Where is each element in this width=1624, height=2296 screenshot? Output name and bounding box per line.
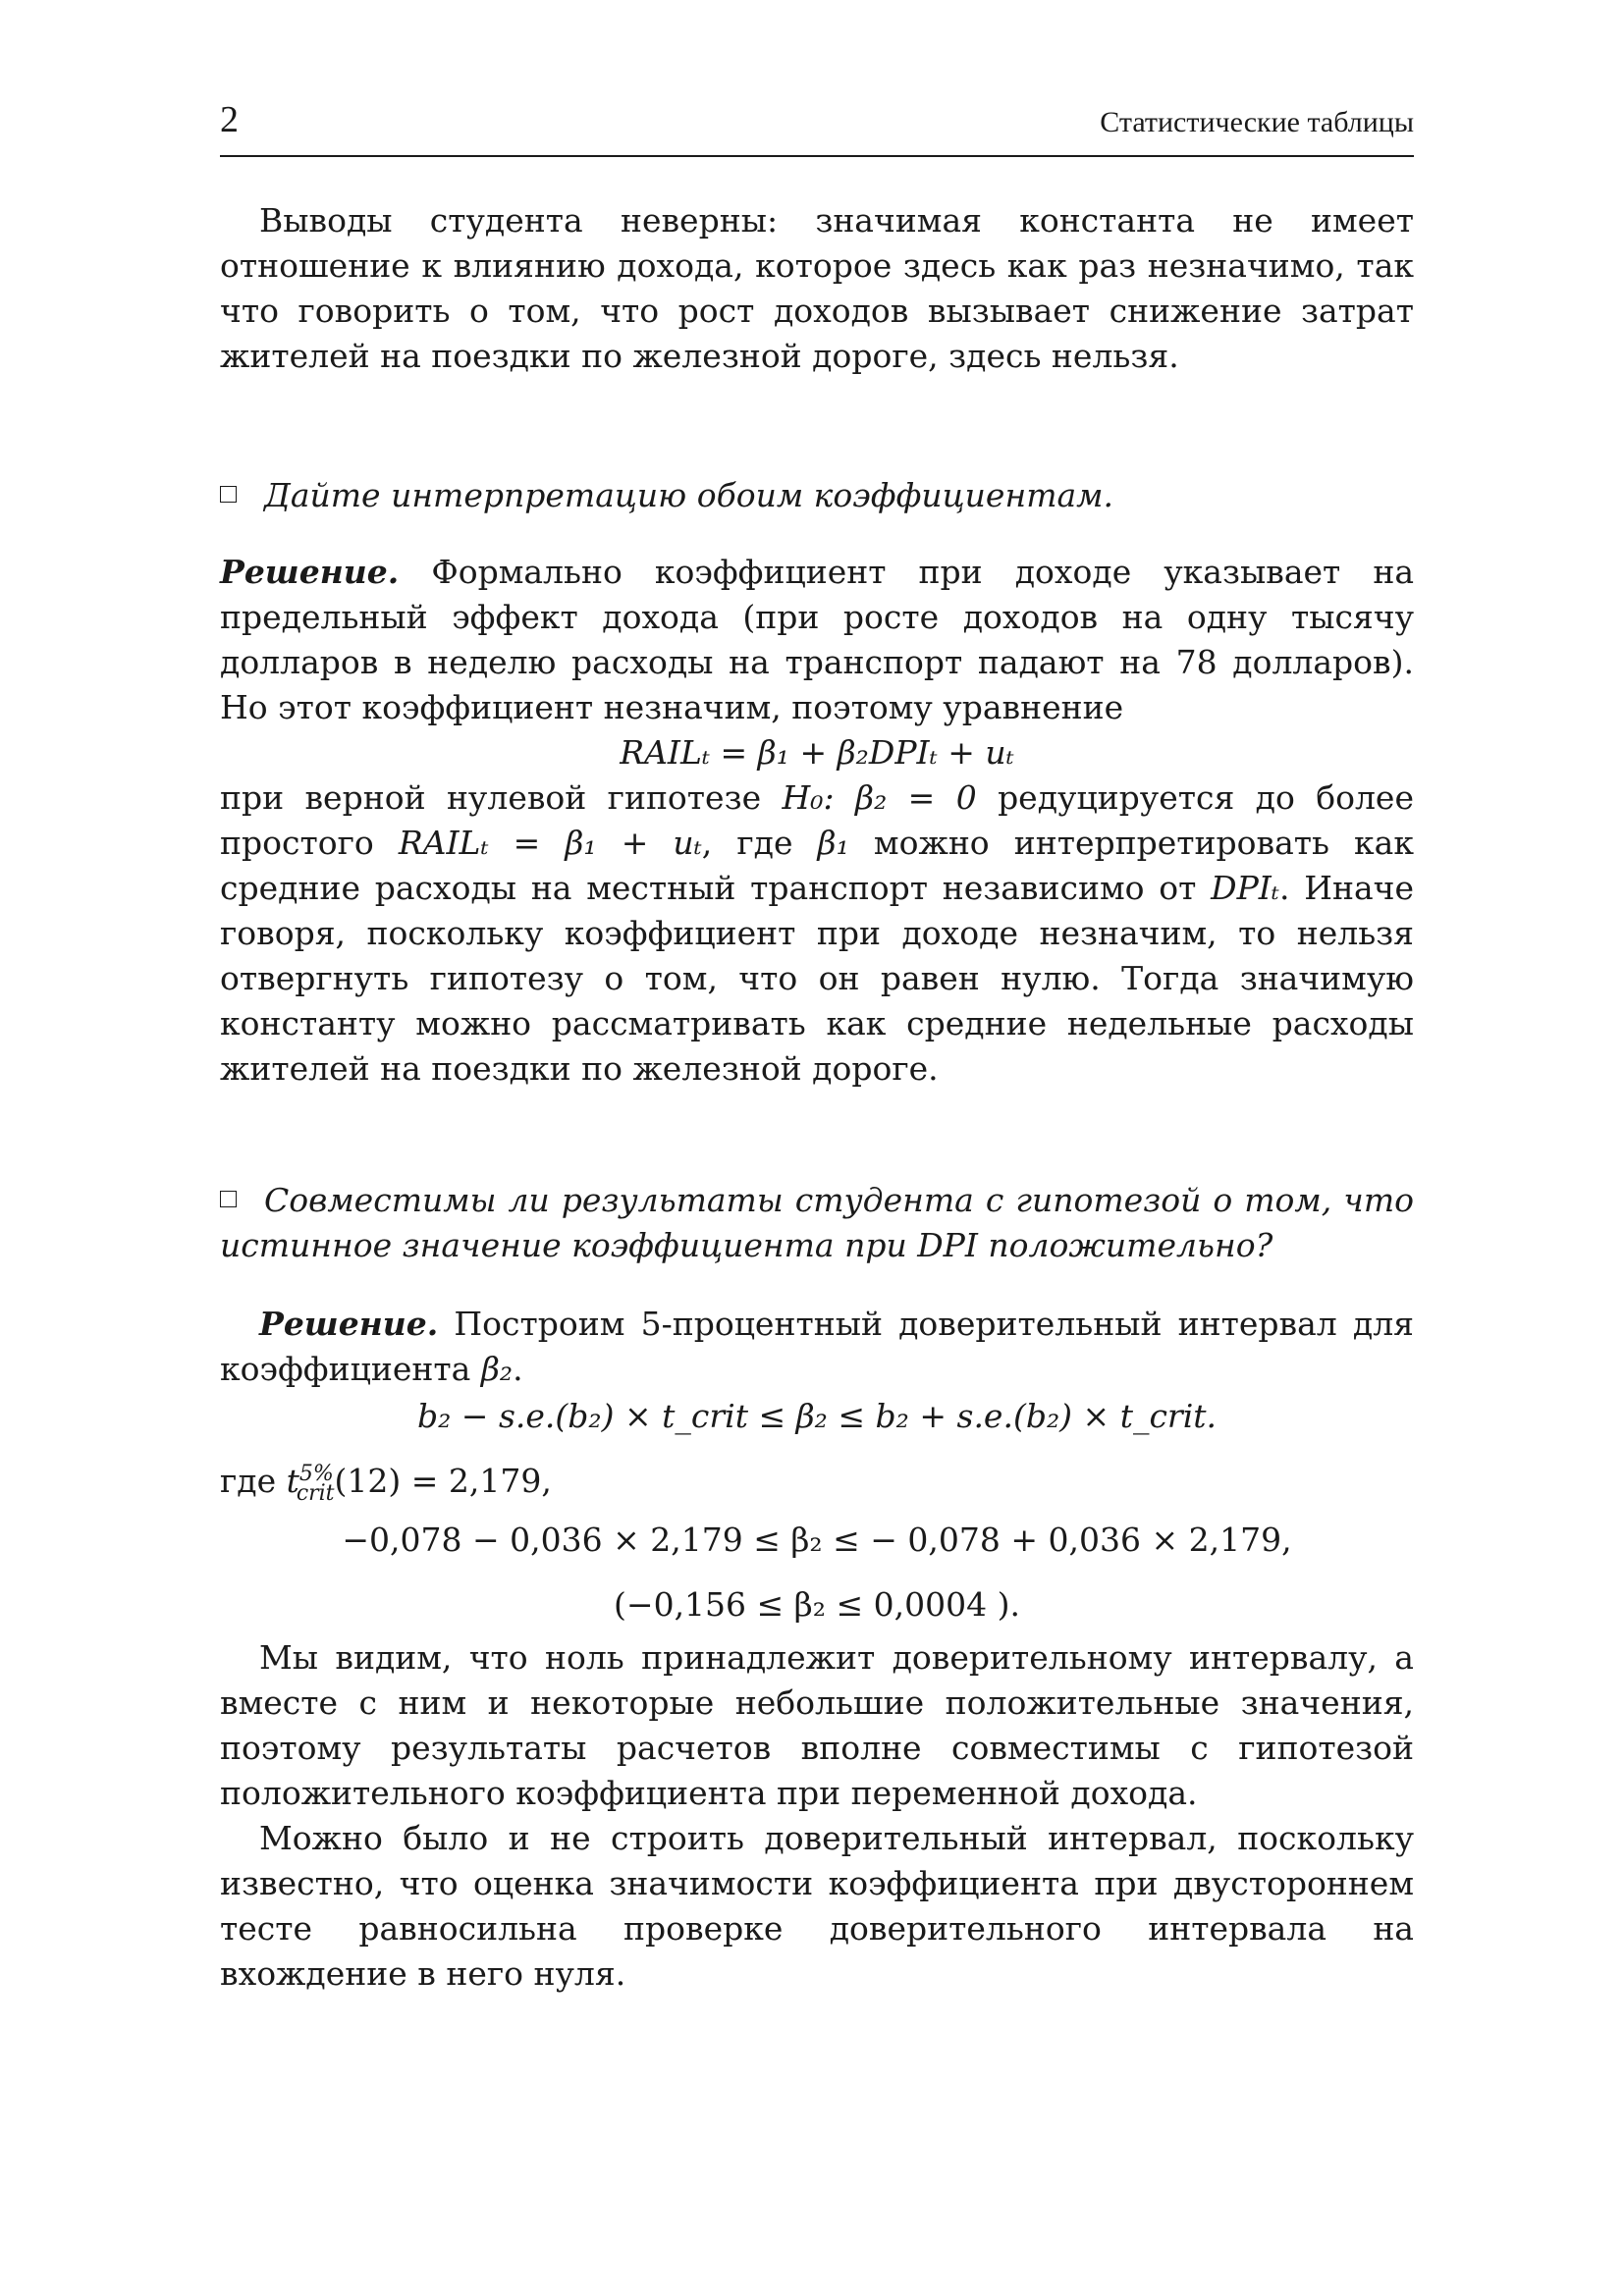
solution-label: Решение. [259, 1305, 439, 1343]
question-2-text: Совместимы ли результаты студента с гипотезой о том, что истинное значение коэффициента при DPI положительно? [220, 1181, 1414, 1264]
regression-equation [220, 730, 1414, 775]
interval-result [220, 1582, 1414, 1628]
interval-result-text: (−0,156 ≤ β₂ ≤ 0,0004 ). [614, 1585, 1020, 1624]
null-hypothesis: H₀: β₂ = 0 [782, 778, 977, 817]
tcrit-subscript: crit [296, 1480, 335, 1506]
solution-1-text-b2: редуцируется до более простого [220, 778, 1414, 862]
page-header [220, 98, 1414, 157]
dpi-symbol: DPIₜ [1211, 869, 1279, 907]
beta1-symbol: β₁ [817, 824, 849, 862]
question-1-text: Дайте интерпретацию обоим коэффициентам. [264, 476, 1114, 514]
tcrit-symbol: $t^{5\%}_{crit}$ [286, 1462, 335, 1506]
intro-paragraph: Выводы студента неверны: значимая константа не имеет отношение к влиянию дохода, которое здесь как раз незначимо, так что говорить о том, что рост доходов вызывает снижение затрат жителей на поездки по железной дороге, здесь нельзя. [220, 201, 1414, 375]
numeric-interval-formula-text: −0,078 − 0,036 × 2,179 ≤ β₂ ≤ − 0,078 + 0,036 × 2,179, [342, 1521, 1292, 1559]
tcrit-line [220, 1459, 1414, 1504]
solution-1-text-b3: , где [701, 824, 793, 862]
solution-1-text-b1: при верной нулевой гипотезе [220, 778, 762, 817]
beta2-symbol: β₂ [480, 1350, 514, 1388]
solution-2-paragraph-b: Мы видим, что ноль принадлежит доверительному интервалу, а вместе с ним и некоторые небольшие положительные значения, поэтому результаты расчетов вполне совместимы с гипотезой положительного коэффициента при переменной дохода. [220, 1638, 1414, 1812]
checkbox-icon [220, 486, 237, 503]
solution-2-text-a: Построим 5-процентный доверительный интервал для коэффициента [220, 1305, 1414, 1388]
solution-1-text-b4: можно интерпретировать как средние расходы на местный транспорт независимо от [220, 824, 1414, 907]
solution-label: Решение. [220, 553, 400, 591]
question-1 [220, 473, 1414, 518]
solution-1-text-a: Формально коэффициент при доходе указывает на предельный эффект дохода (при росте доходов на одну тысячу долларов в неделю расходы на транспорт падают на 78 долларов). Но этот коэффициент незначим, поэтому уравнение [220, 553, 1414, 726]
page-number: 2 [220, 99, 239, 140]
checkbox-icon [220, 1191, 237, 1207]
question-2 [220, 1178, 1414, 1268]
tcrit-superscript: 5% [298, 1462, 334, 1486]
confidence-interval-formula [220, 1394, 1414, 1439]
where-label: где [220, 1462, 277, 1500]
solution-1-paragraph-a [220, 550, 1414, 730]
running-head: Статистические таблицы [1100, 106, 1414, 138]
solution-2-paragraph-c: Можно было и не строить доверительный интервал, поскольку известно, что оценка значимости коэффициента при двустороннем тесте равносильна проверке доверительного интервала на вхождение в него нуля. [220, 1819, 1414, 1993]
regression-equation-text: RAILₜ = β₁ + β₂DPIₜ + uₜ [620, 733, 1014, 772]
solution-2-paragraph-a: Решение. Построим 5-процентный доверительный интервал для коэффициента β₂. [220, 1305, 1414, 1388]
confidence-interval-formula-text: b₂ − s.e.(b₂) × t_crit ≤ β₂ ≤ b₂ + s.e.(b₂) × t_crit. [416, 1397, 1218, 1435]
solution-1-text-b5: . Иначе говоря, поскольку коэффициент при доходе незначим, то нельзя отвергнуть гипотезу о том, что он равен нулю. Тогда значимую константу можно рассматривать как средние недельные расходы жителей на поездки по железной дороге. [220, 869, 1414, 1088]
solution-1-paragraph-b [220, 775, 1414, 1092]
numeric-interval-formula [220, 1518, 1414, 1563]
tcrit-value: (12) = 2,179, [334, 1462, 552, 1500]
simple-equation: RAILₜ = β₁ + uₜ [398, 824, 702, 862]
